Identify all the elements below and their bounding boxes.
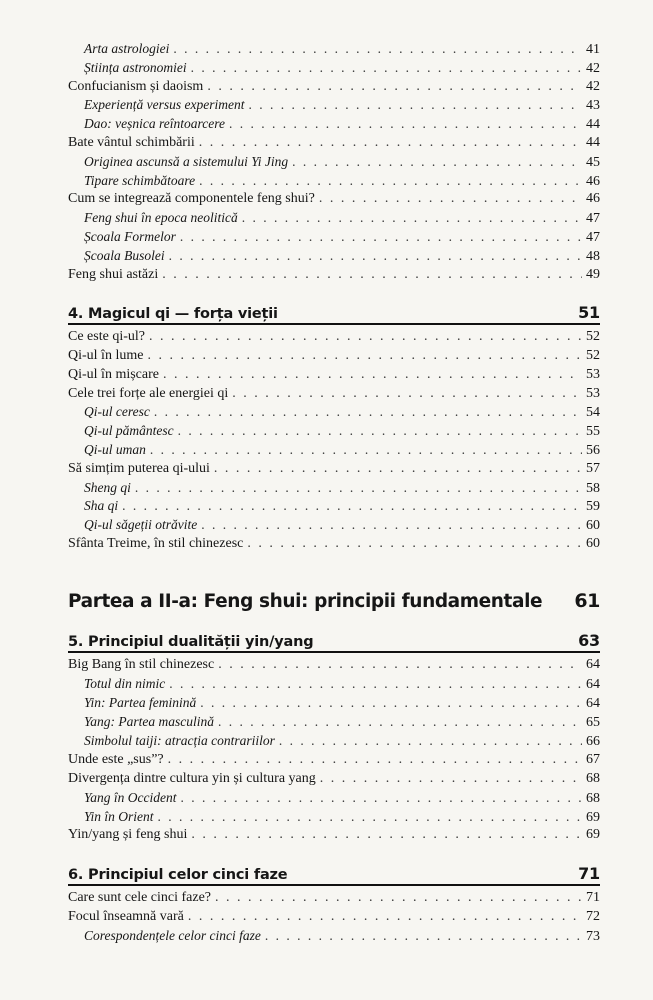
toc-entry-title: Școala Formelor	[84, 229, 176, 244]
toc-entry-page: 54	[586, 405, 600, 420]
chapter-title: 6. Principiul celor cinci faze	[68, 867, 288, 883]
toc-entry	[68, 366, 600, 384]
toc-entry-page: 71	[586, 890, 600, 905]
chapter-rule	[68, 323, 600, 325]
toc-entry-title: Sheng qi	[84, 480, 131, 495]
toc-entry-page: 48	[586, 249, 600, 264]
toc-entry-page: 66	[586, 734, 600, 749]
toc-entry	[68, 535, 600, 553]
chapter-heading	[68, 631, 600, 650]
leader-dots	[188, 908, 582, 926]
leader-dots	[248, 96, 582, 114]
toc-entry	[68, 385, 600, 403]
leader-dots	[207, 78, 582, 96]
part-page: 61	[574, 590, 600, 612]
toc-entry	[84, 497, 600, 515]
leader-dots	[199, 172, 582, 190]
chapter-rule	[68, 884, 600, 886]
toc-entry-title: Ce este qi-ul?	[68, 329, 145, 344]
toc-entry-page: 42	[586, 61, 600, 76]
toc-entry-page: 60	[586, 536, 600, 551]
toc-entry-page: 68	[586, 791, 600, 806]
leader-dots	[158, 808, 582, 826]
chapter-page: 71	[578, 864, 600, 883]
toc-entry-title: Qi-ul pământesc	[84, 423, 174, 438]
toc-entry	[84, 59, 600, 77]
chapter-rule	[68, 651, 600, 653]
toc-entry-title: Bate vântul schimbării	[68, 135, 195, 150]
toc-entry-page: 47	[586, 230, 600, 245]
toc-entry-page: 49	[586, 267, 600, 282]
toc-entry-title: Cele trei forțe ale energiei qi	[68, 386, 229, 401]
leader-dots	[163, 366, 582, 384]
toc-entry	[84, 789, 600, 807]
toc-entry-title: Originea ascunsă a sistemului Yi Jing	[84, 154, 289, 169]
toc-entry-page: 57	[586, 461, 600, 476]
toc-entry-page: 58	[586, 481, 600, 496]
toc-entry-title: Confucianism și daoism	[68, 79, 204, 94]
toc-entry	[84, 247, 600, 265]
leader-dots	[191, 59, 582, 77]
toc-entry	[68, 908, 600, 926]
toc-entry	[84, 40, 600, 58]
toc-entry-title: Experiență versus experiment	[84, 97, 245, 112]
toc-entry	[68, 460, 600, 478]
leader-dots	[168, 751, 582, 769]
toc-entry-title: Yin/yang și feng shui	[68, 827, 188, 842]
leader-dots	[173, 40, 582, 58]
leader-dots	[279, 732, 582, 750]
leader-dots	[229, 115, 582, 133]
toc-entry	[84, 927, 600, 945]
toc-entry	[68, 134, 600, 152]
toc-entry-page: 68	[586, 771, 600, 786]
toc-entry-title: Feng shui astăzi	[68, 267, 159, 282]
toc-entry	[84, 713, 600, 731]
toc-entry-title: Qi-ul în mișcare	[68, 367, 159, 382]
leader-dots	[191, 826, 582, 844]
toc-entry-page: 45	[586, 155, 600, 170]
toc-entry-page: 69	[586, 827, 600, 842]
toc-entry	[84, 479, 600, 497]
toc-entry-page: 56	[586, 443, 600, 458]
toc-entry-title: Sfânta Treime, în stil chinezesc	[68, 536, 244, 551]
toc-entry-page: 44	[586, 117, 600, 132]
toc-entry	[68, 751, 600, 769]
leader-dots	[147, 347, 582, 365]
chapter-title: 5. Principiul dualității yin/yang	[68, 634, 314, 650]
toc-entry-title: Qi-ul ceresc	[84, 404, 150, 419]
toc-entry-title: Dao: veșnica reîntoarcere	[84, 116, 225, 131]
leader-dots	[242, 209, 582, 227]
part-heading	[68, 590, 600, 612]
part-title: Partea a II-a: Feng shui: principii fundamentale	[68, 591, 543, 612]
toc-entry-title: Feng shui în epoca neolitică	[84, 210, 238, 225]
toc-entry-page: 46	[586, 174, 600, 189]
toc-entry	[68, 266, 600, 284]
toc-entry-page: 53	[586, 386, 600, 401]
toc-entry	[84, 441, 600, 459]
leader-dots	[122, 497, 582, 515]
leader-dots	[135, 479, 582, 497]
toc-entry-title: Yin în Orient	[84, 809, 154, 824]
toc-entry-title: Big Bang în stil chinezesc	[68, 657, 215, 672]
toc-entry	[84, 209, 600, 227]
toc-entry	[84, 228, 600, 246]
toc-entry-page: 59	[586, 499, 600, 514]
leader-dots	[181, 789, 583, 807]
toc-entry	[84, 172, 600, 190]
toc-entry-title: Tipare schimbătoare	[84, 173, 196, 188]
leader-dots	[178, 422, 582, 440]
toc-entry	[68, 190, 600, 208]
chapter-title: 4. Magicul qi — forța vieții	[68, 306, 278, 322]
toc-entry-page: 53	[586, 367, 600, 382]
leader-dots	[320, 770, 582, 788]
toc-entry-title: Qi-ul în lume	[68, 348, 144, 363]
leader-dots	[200, 694, 582, 712]
chapter-page: 63	[578, 631, 600, 650]
leader-dots	[265, 927, 582, 945]
toc-entry-title: Unde este „sus”?	[68, 752, 164, 767]
leader-dots	[199, 134, 582, 152]
leader-dots	[218, 713, 582, 731]
toc-entry	[68, 78, 600, 96]
toc-entry	[84, 675, 600, 693]
toc-entry-title: Care sunt cele cinci faze?	[68, 890, 212, 905]
toc-entry-page: 55	[586, 424, 600, 439]
toc-entry-title: Să simțim puterea qi-ului	[68, 461, 210, 476]
toc-entry	[84, 403, 600, 421]
toc-entry-page: 41	[586, 42, 600, 57]
leader-dots	[218, 656, 582, 674]
toc-entry-title: Cum se integrează componentele feng shui?	[68, 191, 315, 206]
toc-entry-title: Știința astronomiei	[84, 60, 187, 75]
toc-entry-page: 64	[586, 677, 600, 692]
toc-entry-title: Yang în Occident	[84, 790, 177, 805]
toc-entry	[84, 516, 600, 534]
leader-dots	[180, 228, 582, 246]
toc-entry	[68, 347, 600, 365]
toc-entry-title: Qi-ul uman	[84, 442, 146, 457]
toc-entry	[84, 808, 600, 826]
toc-entry-title: Școala Busolei	[84, 248, 165, 263]
leader-dots	[247, 535, 582, 553]
toc-entry-page: 72	[586, 909, 600, 924]
toc-entry-page: 47	[586, 211, 600, 226]
toc-entry-page: 65	[586, 715, 600, 730]
toc-entry	[84, 694, 600, 712]
toc-entry	[84, 96, 600, 114]
toc-entry-page: 69	[586, 810, 600, 825]
toc-entry-title: Yin: Partea feminină	[84, 695, 197, 710]
toc-entry-page: 44	[586, 135, 600, 150]
toc-entry-title: Corespondențele celor cinci faze	[84, 928, 261, 943]
leader-dots	[149, 328, 582, 346]
toc-entry-page: 64	[586, 696, 600, 711]
leader-dots	[169, 247, 582, 265]
toc-entry	[84, 732, 600, 750]
toc-entry	[68, 770, 600, 788]
leader-dots	[154, 403, 582, 421]
toc-entry-page: 67	[586, 752, 600, 767]
toc-entry-title: Yang: Partea masculină	[84, 714, 215, 729]
toc-entry	[84, 422, 600, 440]
leader-dots	[232, 385, 582, 403]
toc-entry-title: Totul din nimic	[84, 676, 166, 691]
toc-entry-page: 43	[586, 98, 600, 113]
toc-entry-title: Arta astrologiei	[84, 41, 170, 56]
leader-dots	[162, 266, 582, 284]
leader-dots	[150, 441, 582, 459]
toc-entry	[68, 889, 600, 907]
chapter-page: 51	[578, 303, 600, 322]
toc-entry-page: 52	[586, 329, 600, 344]
chapter-heading	[68, 303, 600, 322]
toc-entry	[84, 115, 600, 133]
toc-entry	[68, 826, 600, 844]
toc-entry-page: 60	[586, 518, 600, 533]
toc-entry-page: 52	[586, 348, 600, 363]
toc-entry-title: Sha qi	[84, 498, 119, 513]
toc-entry	[84, 153, 600, 171]
leader-dots	[201, 516, 582, 534]
leader-dots	[319, 190, 582, 208]
toc-entry-title: Simbolul taiji: atracția contrariilor	[84, 733, 275, 748]
toc-entry-title: Qi-ul săgeții otrăvite	[84, 517, 198, 532]
toc-entry-page: 46	[586, 191, 600, 206]
toc-entry-page: 64	[586, 657, 600, 672]
chapter-heading	[68, 864, 600, 883]
toc-entry	[68, 328, 600, 346]
toc-entry-page: 42	[586, 79, 600, 94]
leader-dots	[215, 889, 582, 907]
toc-entry-page: 73	[586, 929, 600, 944]
leader-dots	[214, 460, 582, 478]
toc-entry-title: Focul înseamnă vară	[68, 909, 184, 924]
toc-entry	[68, 656, 600, 674]
leader-dots	[169, 675, 582, 693]
toc-entry-title: Divergența dintre cultura yin și cultura yang	[68, 771, 316, 786]
leader-dots	[292, 153, 582, 171]
